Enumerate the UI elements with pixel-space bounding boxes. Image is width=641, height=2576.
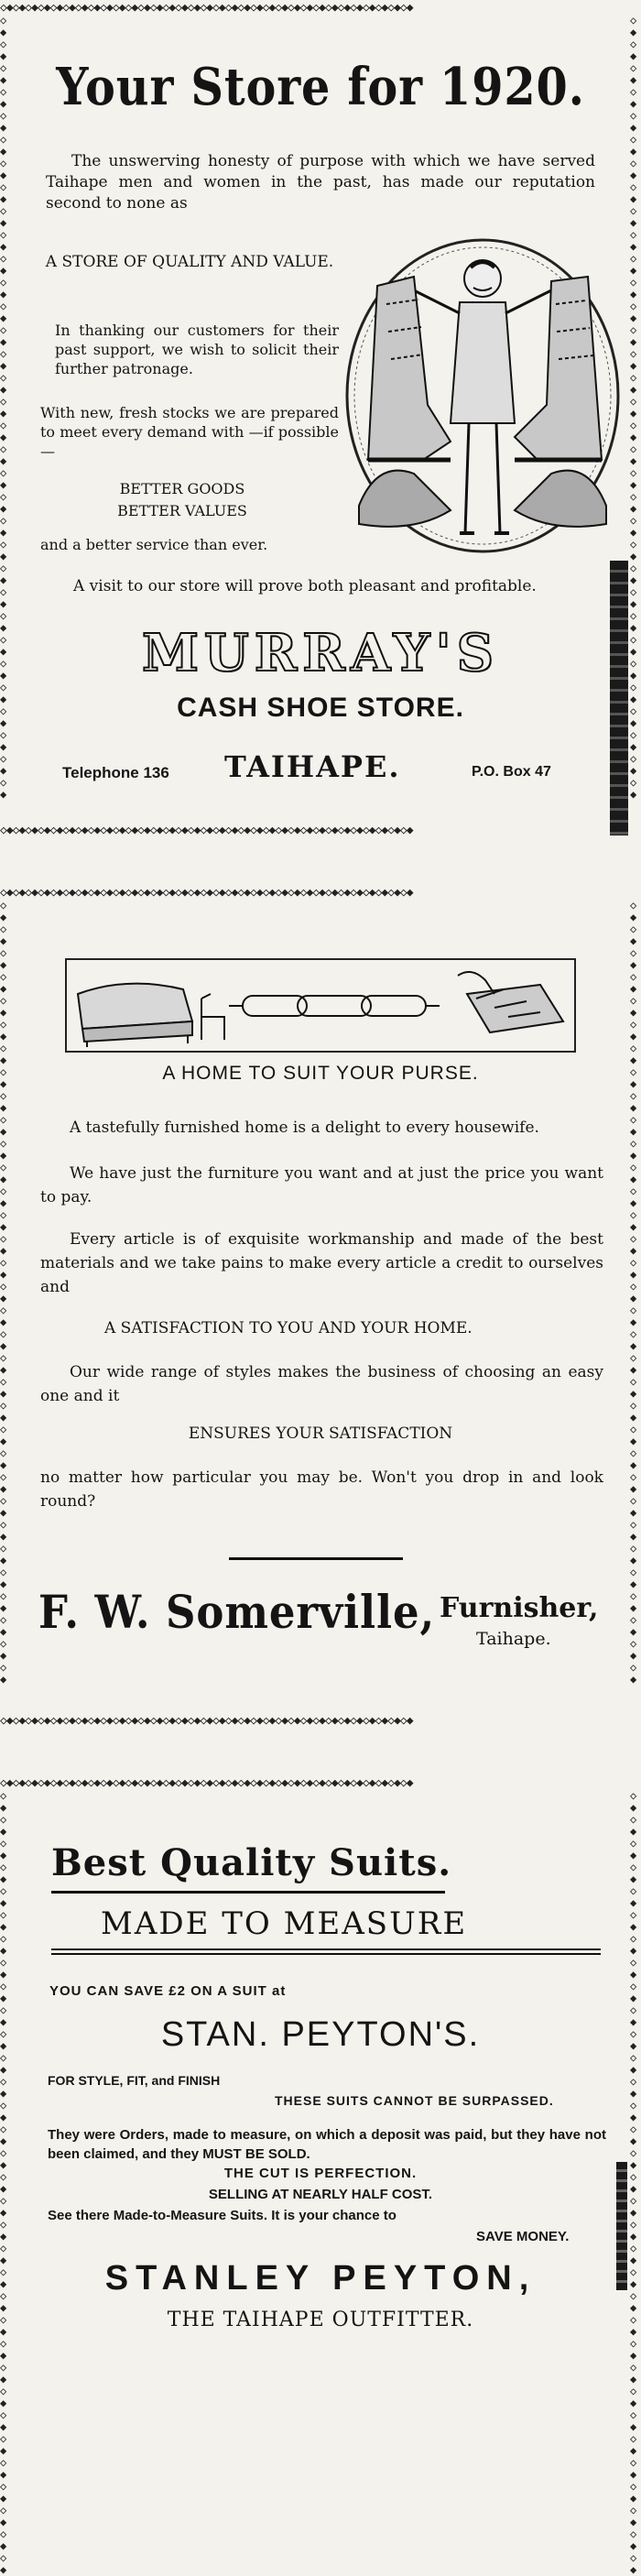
service-line: and a better service than ever. <box>40 536 268 553</box>
double-rule <box>51 1953 601 1955</box>
thanks-paragraph: In thanking our customers for their past support, we wish to solicit their further patronage. <box>55 322 339 377</box>
purse-icon <box>458 972 563 1032</box>
outfitter-name: STANLEY PEYTON, <box>104 2259 537 2298</box>
ornamental-border-top: ◇◆◇◆◇◆◇◆◇◆◇◆◇◆◇◆◇◆◇◆◇◆◇◆◇◆◇◆◇◆◇◆◇◆◇◆◇◆◇◆◇◆◇◆◇◆◇◆◇◆◇◆◇◆◇◆◇◆◇◆◇◆◇◆◇◆ <box>0 1776 413 1790</box>
visit-line: A visit to our store will prove both pleasant and profitable. <box>73 577 537 595</box>
paragraph-range-of-styles: Our wide range of styles makes the business of choosing an easy one and it <box>40 1363 603 1405</box>
orders-paragraph: They were Orders, made to measure, on which a deposit was paid, but they have not been claimed, and they MUST BE SOLD. <box>48 2127 606 2162</box>
chair-icon <box>201 994 224 1040</box>
store-subtitle: CASH SHOE STORE. <box>177 693 464 723</box>
stocks-paragraph: With new, fresh stocks we are prepared to meet every demand with —if possible— <box>40 404 339 460</box>
paragraph-furniture-price: We have just the furniture you want and at just the price you want to pay. <box>40 1164 603 1206</box>
ad-headline: Your Store for 1920. <box>56 57 585 117</box>
satisfaction-line: A SATISFACTION TO YOU AND YOUR HOME. <box>104 1319 473 1337</box>
ad-headline: Best Quality Suits. <box>51 1841 452 1884</box>
made-to-measure-heading: MADE TO MEASURE <box>101 1905 468 1942</box>
ornamental-border-top: ◇◆◇◆◇◆◇◆◇◆◇◆◇◆◇◆◇◆◇◆◇◆◇◆◇◆◇◆◇◆◇◆◇◆◇◆◇◆◇◆◇◆◇◆◇◆◇◆◇◆◇◆◇◆◇◆◇◆◇◆◇◆◇◆◇◆ <box>0 886 413 900</box>
business-trade: Furnisher, <box>440 1592 599 1624</box>
paragraph-furnished-home: A tastefully furnished home is a delight to every housewife. <box>70 1119 539 1137</box>
shoe-icon <box>359 471 606 527</box>
better-goods-line: BETTER GOODS <box>119 480 245 497</box>
shoe-vendor-illustration <box>341 231 625 561</box>
outfitter-tagline: THE TAIHAPE OUTFITTER. <box>167 2309 474 2331</box>
ornamental-border-left: ◇◆◇◆◇◆◇◆◇◆◇◆◇◆◇◆◇◆◇◆◇◆◇◆◇◆◇◆◇◆◇◆◇◆◇◆◇◆◇◆◇◆◇◆◇◆◇◆◇◆◇◆◇◆◇◆◇◆◇◆◇◆◇◆◇◆ <box>0 14 7 801</box>
paragraph-workmanship: Every article is of exquisite workmanship and made of the best materials and we take pains to make every article a credit to ourselves and <box>40 1230 603 1296</box>
ornamental-border-left: ◇◆◇◆◇◆◇◆◇◆◇◆◇◆◇◆◇◆◇◆◇◆◇◆◇◆◇◆◇◆◇◆◇◆◇◆◇◆◇◆◇◆◇◆◇◆◇◆◇◆◇◆◇◆◇◆◇◆◇◆◇◆◇◆◇◆ <box>0 899 7 1686</box>
cut-perfection-line: THE CUT IS PERFECTION. <box>223 2166 418 2181</box>
half-cost-line: SELLING AT NEARLY HALF COST. <box>208 2187 433 2202</box>
ornamental-border-bottom: ◇◆◇◆◇◆◇◆◇◆◇◆◇◆◇◆◇◆◇◆◇◆◇◆◇◆◇◆◇◆◇◆◇◆◇◆◇◆◇◆◇◆◇◆◇◆◇◆◇◆◇◆◇◆◇◆◇◆◇◆◇◆◇◆◇◆ <box>0 1714 413 1728</box>
save-money-line: SAVE MONEY. <box>476 2229 570 2244</box>
shop-name: STAN. PEYTON'S. <box>160 2015 481 2054</box>
goods-list <box>40 478 324 522</box>
murrays-advertisement <box>0 0 641 870</box>
ornamental-border-right: ◇◆◇◆◇◆◇◆◇◆◇◆◇◆◇◆◇◆◇◆◇◆◇◆◇◆◇◆◇◆◇◆◇◆◇◆◇◆◇◆◇◆◇◆◇◆◇◆◇◆◇◆◇◆◇◆◇◆◇◆◇◆◇◆◇◆ <box>630 899 637 1686</box>
better-values-line: BETTER VALUES <box>117 502 247 519</box>
paragraph-drop-in: no matter how particular you may be. Won't you drop in and look round? <box>40 1468 603 1511</box>
ad-heading: A HOME TO SUIT YOUR PURSE. <box>162 1063 479 1084</box>
business-town: Taihape. <box>476 1629 551 1649</box>
chain-link-ornament <box>229 996 440 1016</box>
ornamental-border-left: ◇◆◇◆◇◆◇◆◇◆◇◆◇◆◇◆◇◆◇◆◇◆◇◆◇◆◇◆◇◆◇◆◇◆◇◆◇◆◇◆◇◆◇◆◇◆◇◆◇◆◇◆◇◆◇◆◇◆◇◆◇◆◇◆◇◆ <box>0 1789 7 2576</box>
store-name: MURRAY'S <box>141 623 500 683</box>
ornamental-border-right: ◇◆◇◆◇◆◇◆◇◆◇◆◇◆◇◆◇◆◇◆◇◆◇◆◇◆◇◆◇◆◇◆◇◆◇◆◇◆◇◆◇◆◇◆◇◆◇◆◇◆◇◆◇◆◇◆◇◆◇◆◇◆◇◆◇◆ <box>630 1789 637 2576</box>
sofa-icon <box>78 984 192 1047</box>
ornamental-border-right: ◇◆◇◆◇◆◇◆◇◆◇◆◇◆◇◆◇◆◇◆◇◆◇◆◇◆◇◆◇◆◇◆◇◆◇◆◇◆◇◆◇◆◇◆◇◆◇◆◇◆◇◆◇◆◇◆◇◆◇◆◇◆◇◆◇◆ <box>630 14 637 801</box>
save-offer-line: YOU CAN SAVE £2 ON A SUIT at <box>49 1983 287 1999</box>
see-suits-line: See there Made-to-Measure Suits. It is your chance to <box>48 2208 397 2223</box>
business-name: F. W. Somerville, <box>38 1585 436 1639</box>
boot-icon <box>515 277 602 460</box>
quality-line: A STORE OF QUALITY AND VALUE. <box>45 253 334 271</box>
furniture-illustration <box>64 957 577 1053</box>
headline-underline <box>51 1891 445 1894</box>
boot-icon <box>368 277 451 460</box>
divider-rule <box>229 1557 403 1560</box>
style-fit-finish-line: FOR STYLE, FIT, and FINISH <box>48 2073 221 2088</box>
ensures-satisfaction-line: ENSURES YOUR SATISFACTION <box>188 1424 453 1443</box>
cannot-be-surpassed-line: THESE SUITS CANNOT BE SURPASSED. <box>275 2093 554 2108</box>
po-box: P.O. Box 47 <box>472 764 551 780</box>
double-rule <box>51 1948 601 1950</box>
town-name: TAIHAPE. <box>224 749 401 784</box>
telephone-number: Telephone 136 <box>62 764 169 781</box>
ornamental-border-bottom: ◇◆◇◆◇◆◇◆◇◆◇◆◇◆◇◆◇◆◇◆◇◆◇◆◇◆◇◆◇◆◇◆◇◆◇◆◇◆◇◆◇◆◇◆◇◆◇◆◇◆◇◆◇◆◇◆◇◆◇◆◇◆◇◆◇◆ <box>0 824 413 837</box>
intro-paragraph: The unswerving honesty of purpose with which we have served Taihape men and women in the past, has made our reputation second to none as <box>46 152 595 213</box>
ornamental-border-top: ◇◆◇◆◇◆◇◆◇◆◇◆◇◆◇◆◇◆◇◆◇◆◇◆◇◆◇◆◇◆◇◆◇◆◇◆◇◆◇◆◇◆◇◆◇◆◇◆◇◆◇◆◇◆◇◆◇◆◇◆◇◆◇◆◇◆ <box>0 1 413 15</box>
